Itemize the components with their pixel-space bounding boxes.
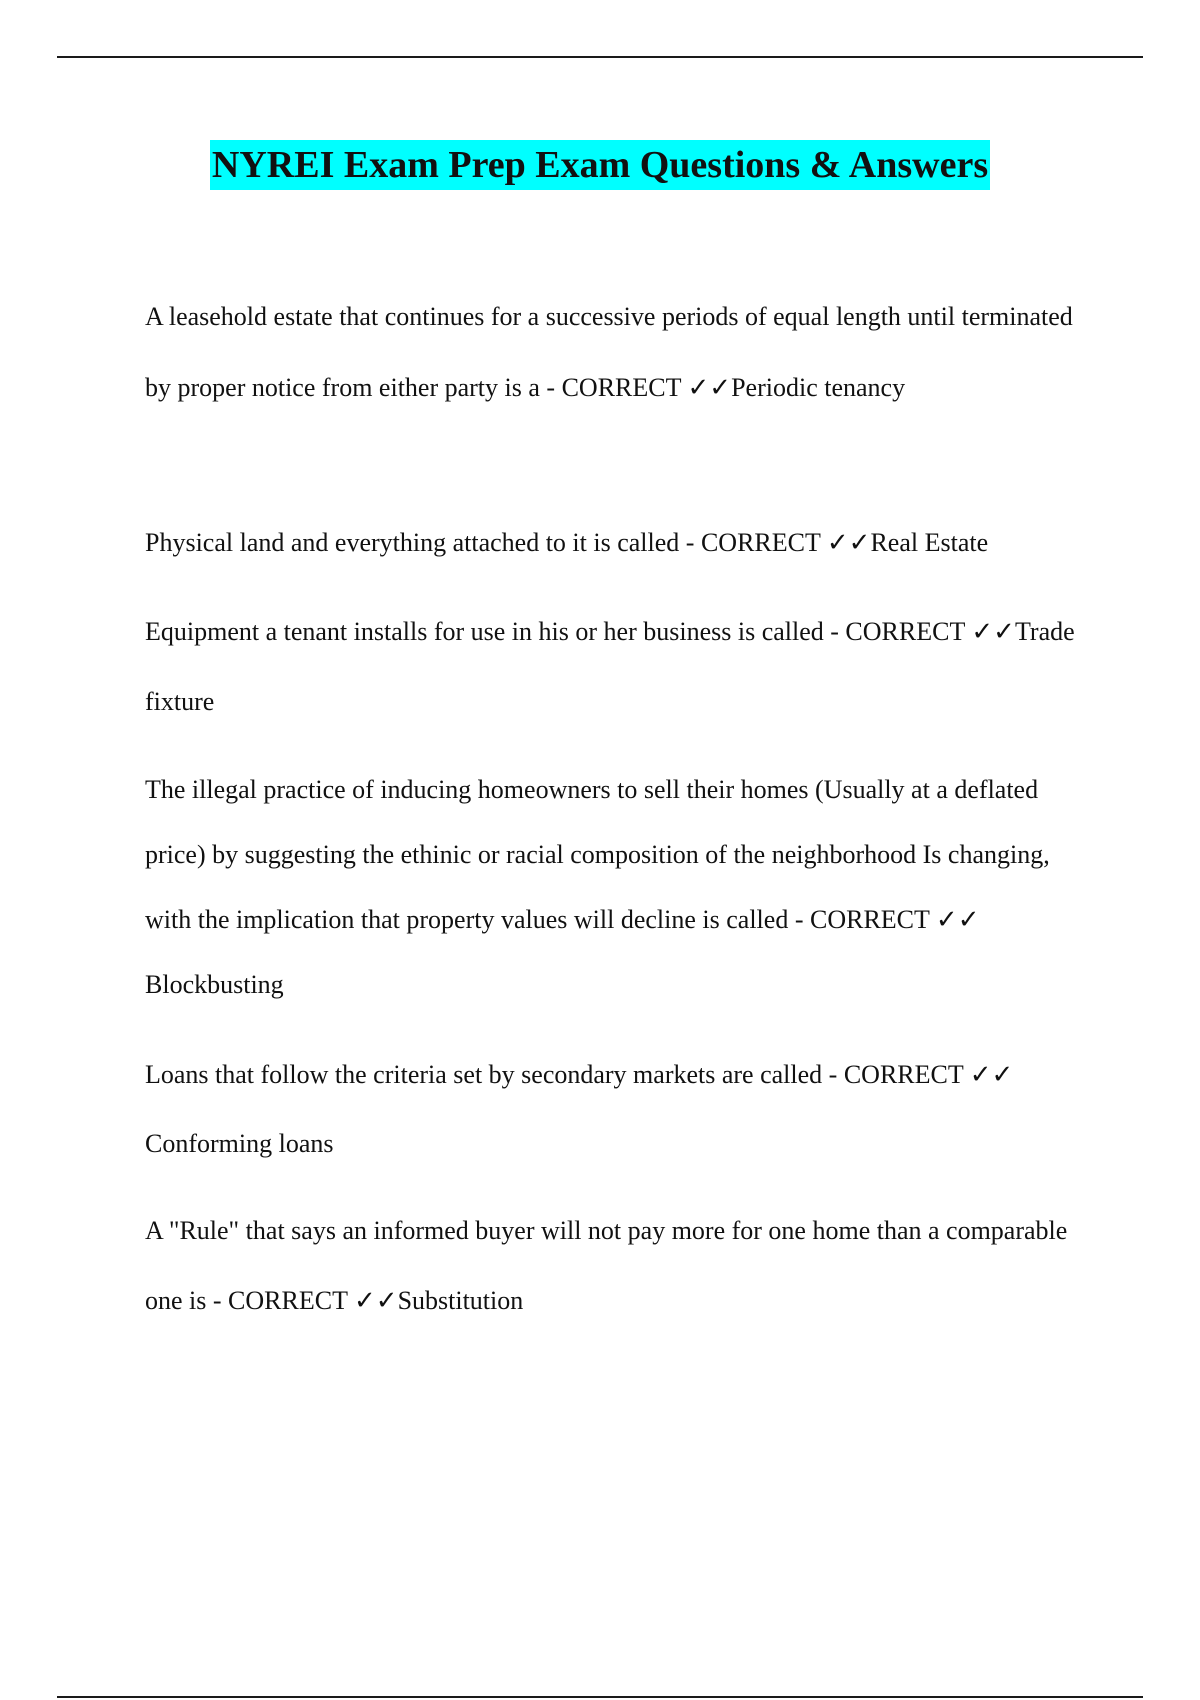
qa-item [145,597,1085,736]
question-text: Equipment a tenant installs for use in his or her business is called - [145,617,846,646]
correct-label: CORRECT [700,528,821,557]
correct-label: CORRECT [228,1286,348,1315]
header-rule [57,56,1143,58]
correct-label: CORRECT [845,617,965,646]
answer-text: Trade fixture [145,617,1075,716]
answer-text: Blockbusting [145,970,284,999]
double-check-icon: ✓✓ [826,528,871,557]
correct-label: CORRECT [843,1060,964,1089]
answer-text: Substitution [397,1286,524,1315]
page-title: NYREI Exam Prep Exam Questions & Answers [210,140,990,190]
answer-text: Real Estate [870,528,989,557]
correct-label: CORRECT [561,372,682,402]
qa-item [145,1196,1085,1336]
qa-item [145,508,1085,578]
double-check-icon: ✓✓ [969,1060,1014,1089]
double-check-icon: ✓✓ [935,905,980,934]
question-text: The illegal practice of inducing homeowners to sell their homes (Usually at a deflated price) by suggesting the ethinic or racial composition of the neighborhood Is changing, with the implication that property values will decline is called - [145,775,1050,934]
double-check-icon: ✓✓ [353,1286,398,1315]
answer-text: Conforming loans [145,1129,334,1158]
double-check-icon: ✓✓ [687,372,732,402]
title-block [0,140,1200,190]
qa-item [145,757,1085,1017]
qa-item [145,282,1085,423]
question-text: Loans that follow the criteria set by secondary markets are called - [145,1060,844,1089]
question-text: A "Rule" that says an informed buyer will not pay more for one home than a comparable one is - [145,1216,1068,1315]
answer-text: Periodic tenancy [731,372,906,402]
footer-rule [57,1696,1143,1698]
double-check-icon: ✓✓ [971,617,1015,646]
qa-item [145,1040,1085,1178]
question-text: A leasehold estate that continues for a successive periods of equal length until terminated by proper notice from either party is a - [145,302,1073,402]
question-text: Physical land and everything attached to it is called - [145,528,701,557]
correct-label: CORRECT [809,905,930,934]
